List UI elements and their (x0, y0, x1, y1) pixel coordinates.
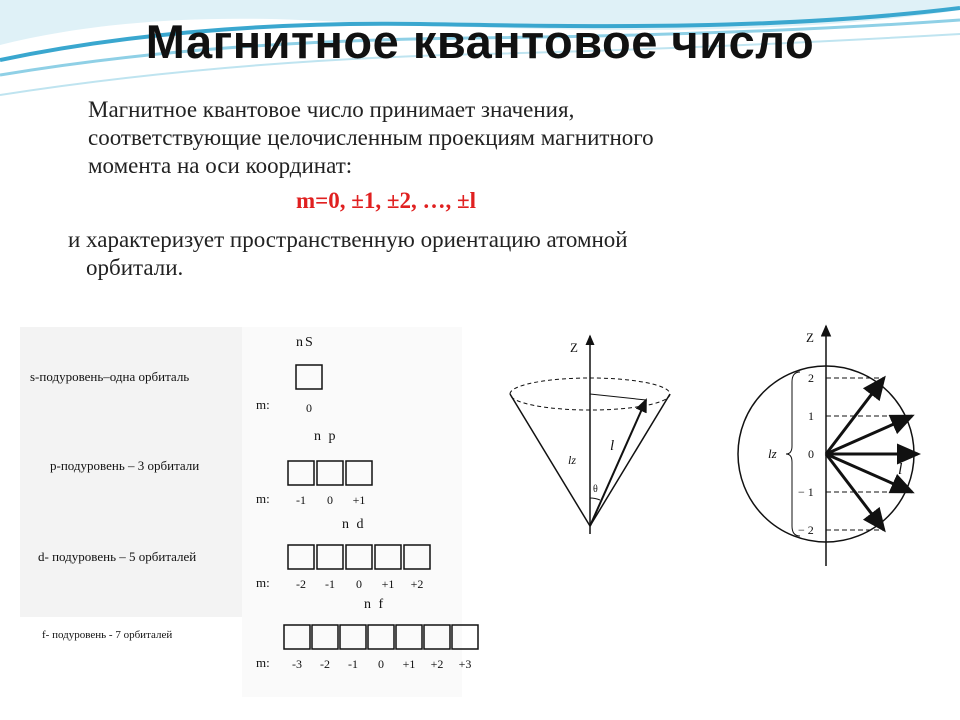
cone-diagram (496, 330, 686, 540)
tick-label: − 1 (798, 485, 814, 499)
orbital-panel (20, 325, 490, 700)
m-label: m: (256, 491, 270, 506)
m-label: m: (256, 655, 270, 670)
s-sublevel-name: nS (296, 335, 315, 350)
m-value: +1 (352, 493, 366, 507)
cone-side (590, 394, 670, 526)
cone-l-label: l (610, 438, 615, 454)
m-value: +3 (458, 657, 472, 671)
cone-radius (590, 394, 646, 400)
m-value: +2 (430, 657, 444, 671)
conclusion-paragraph (68, 226, 868, 282)
m-label: m: (256, 575, 270, 590)
projection-circle-diagram (728, 322, 953, 572)
intro-line: Магнитное квантовое число принимает значения, (88, 97, 575, 122)
m-value: 0 (356, 577, 362, 591)
m-value: 0 (378, 657, 384, 671)
intro-line: соответствующие целочисленным проекциям магнитного (88, 125, 654, 150)
cone-theta-label: θ (593, 484, 598, 495)
m-value: -2 (320, 657, 330, 671)
m-label: m: (256, 397, 270, 412)
f-sublevel-label: f- подуровень - 7 орбиталей (42, 629, 173, 641)
m-value: -1 (296, 493, 306, 507)
slide-title: Магнитное квантовое число (145, 15, 815, 68)
tick-label: 0 (808, 447, 814, 461)
m-value: -3 (292, 657, 302, 671)
intro-line: момента на оси координат: (88, 153, 353, 178)
tick-label: 1 (808, 409, 814, 423)
p-sublevel-label: p-подуровень – 3 орбитали (50, 458, 200, 473)
m-value: +1 (381, 577, 395, 591)
conclusion-line: орбитали. (86, 255, 184, 280)
f-sublevel-name: n f (364, 597, 386, 612)
m-value: 0 (327, 493, 333, 507)
p-sublevel-name: n p (314, 429, 338, 444)
circle-l-label: l (898, 461, 903, 478)
lz-brace (786, 372, 800, 536)
cone-side (510, 394, 590, 526)
circle-lz-label: lz (768, 446, 777, 461)
m-values-formula: m=0, ±1, ±2, …, ±l (296, 188, 477, 213)
m-value: +2 (410, 577, 424, 591)
cone-lz-label: lz (568, 453, 577, 467)
intro-paragraph (88, 96, 888, 180)
d-sublevel-name: n d (342, 517, 366, 532)
conclusion-line: и характеризует пространственную ориентацию атомной (68, 227, 628, 252)
cone-l-vector (590, 400, 646, 526)
circle-z-label: Z (806, 330, 814, 345)
m-value: -2 (296, 577, 306, 591)
m-value: +1 (402, 657, 416, 671)
m-value: -1 (325, 577, 335, 591)
tick-label: 2 (808, 371, 814, 385)
s-sublevel-label: s-подуровень–одна орбиталь (30, 369, 190, 384)
m-value: -1 (348, 657, 358, 671)
tick-label: − 2 (798, 523, 814, 537)
d-sublevel-label: d- подуровень – 5 орбиталей (38, 549, 197, 564)
m-value: 0 (306, 401, 312, 415)
cone-z-label: Z (570, 340, 578, 355)
